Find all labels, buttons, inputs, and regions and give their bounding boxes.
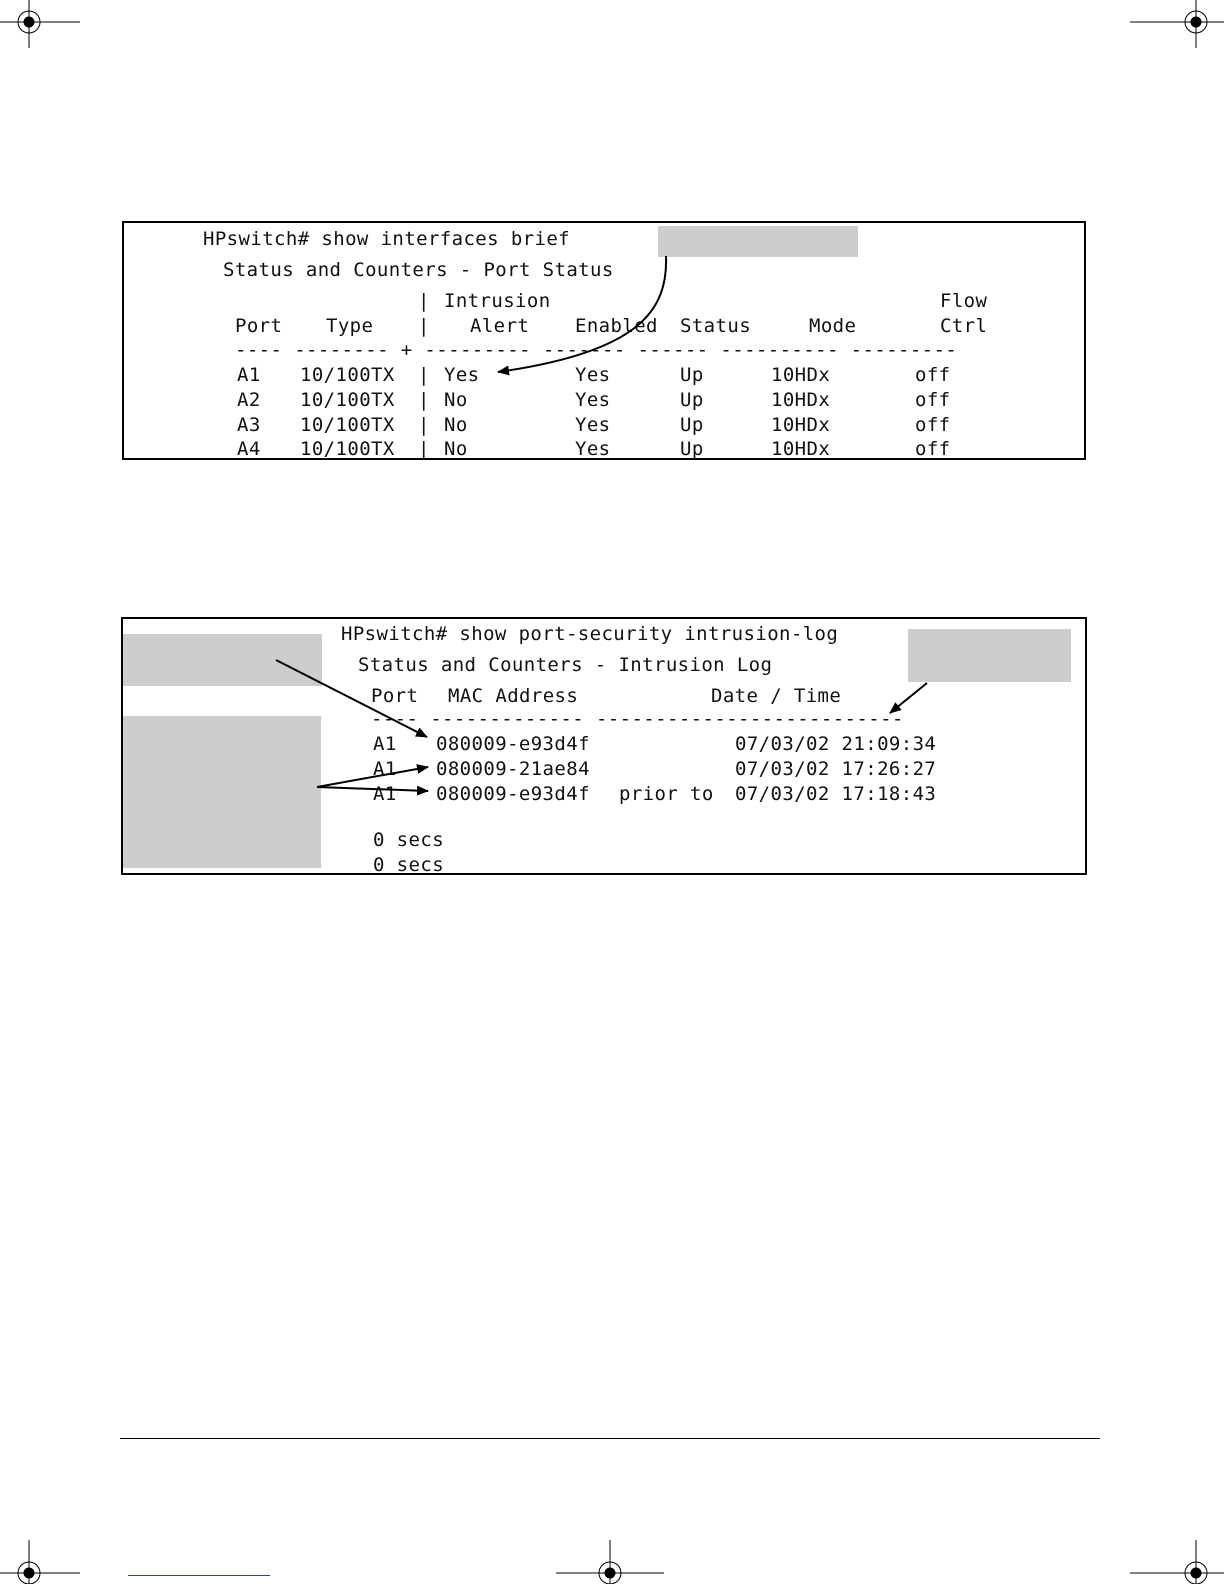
table-cell-status: Up — [680, 389, 704, 411]
table-cell-type: 10/100TX — [300, 414, 395, 436]
table-cell-mode: 10HDx — [771, 414, 831, 436]
table-cell-mode: 10HDx — [771, 364, 831, 386]
table-cell-sep: | — [418, 414, 430, 436]
screen-heading: Status and Counters - Intrusion Log — [358, 654, 773, 676]
log-cell-datetime: 07/03/02 17:26:27 — [735, 758, 937, 780]
log-cell-port: A1 — [373, 758, 397, 780]
header-type: Type — [326, 315, 374, 337]
table-cell-type: 10/100TX — [300, 389, 395, 411]
table-cell-alert: No — [444, 414, 468, 436]
footer-link-underline — [128, 1575, 270, 1576]
log-cell-datetime: 07/03/02 17:18:43 — [735, 783, 937, 805]
table-cell-sep: | — [418, 389, 430, 411]
header-intrusion: Intrusion — [444, 290, 551, 312]
command-line: HPswitch# show port-security intrusion-log — [341, 623, 839, 645]
header-port: Port — [235, 315, 283, 337]
header-status: Status — [680, 315, 752, 337]
table-cell-flow: off — [915, 438, 951, 460]
header-port: Port — [371, 685, 419, 707]
log-cell-datetime: 07/03/02 21:09:34 — [735, 733, 937, 755]
registration-mark-icon — [0, 0, 80, 48]
log-cell-mac: 080009-e93d4f — [436, 783, 590, 805]
table-cell-status: Up — [680, 438, 704, 460]
table-cell-sep: | — [418, 364, 430, 386]
header-mac: MAC Address — [448, 685, 579, 707]
header-dashes: ---- -------- + --------- ------- ------ ---------- --------- — [235, 339, 958, 361]
table-cell-flow: off — [915, 364, 951, 386]
log-cell-port: A1 — [373, 733, 397, 755]
table-cell-type: 10/100TX — [300, 364, 395, 386]
header-enabled: Enabled — [575, 315, 658, 337]
registration-mark-icon — [1130, 1540, 1224, 1584]
table-cell-alert: No — [444, 389, 468, 411]
table-cell-flow: off — [915, 414, 951, 436]
table-cell-enabled: Yes — [575, 364, 611, 386]
secs-line: 0 secs — [373, 854, 445, 876]
header-flow: Flow — [940, 290, 988, 312]
table-cell-flow: off — [915, 389, 951, 411]
header-sep: | — [418, 315, 430, 337]
log-cell-mac: 080009-e93d4f — [436, 733, 590, 755]
header-mode: Mode — [809, 315, 857, 337]
table-cell-port: A2 — [237, 389, 261, 411]
table-cell-mode: 10HDx — [771, 438, 831, 460]
secs-line: 0 secs — [373, 829, 445, 851]
registration-mark-icon — [556, 1540, 664, 1584]
screen-heading: Status and Counters - Port Status — [223, 259, 614, 281]
header-dashes: ---- ------------- -------------------------- — [371, 708, 904, 730]
table-cell-enabled: Yes — [575, 438, 611, 460]
registration-mark-icon — [0, 1540, 80, 1584]
registration-mark-icon — [1130, 0, 1224, 48]
header-sep: | — [418, 290, 430, 312]
header-alert: Alert — [470, 315, 530, 337]
table-cell-sep: | — [418, 438, 430, 460]
table-cell-alert: Yes — [444, 364, 480, 386]
command-line: HPswitch# show interfaces brief — [203, 228, 571, 250]
table-cell-enabled: Yes — [575, 389, 611, 411]
table-cell-type: 10/100TX — [300, 438, 395, 460]
table-cell-alert: No — [444, 438, 468, 460]
table-cell-port: A1 — [237, 364, 261, 386]
table-cell-enabled: Yes — [575, 414, 611, 436]
table-cell-port: A3 — [237, 414, 261, 436]
header-datetime: Date / Time — [711, 685, 842, 707]
log-cell-mac: 080009-21ae84 — [436, 758, 590, 780]
table-cell-status: Up — [680, 364, 704, 386]
log-cell-port: A1 — [373, 783, 397, 805]
table-cell-mode: 10HDx — [771, 389, 831, 411]
log-cell-prior: prior to — [619, 783, 714, 805]
table-cell-status: Up — [680, 414, 704, 436]
header-ctrl: Ctrl — [940, 315, 988, 337]
table-cell-port: A4 — [237, 438, 261, 460]
